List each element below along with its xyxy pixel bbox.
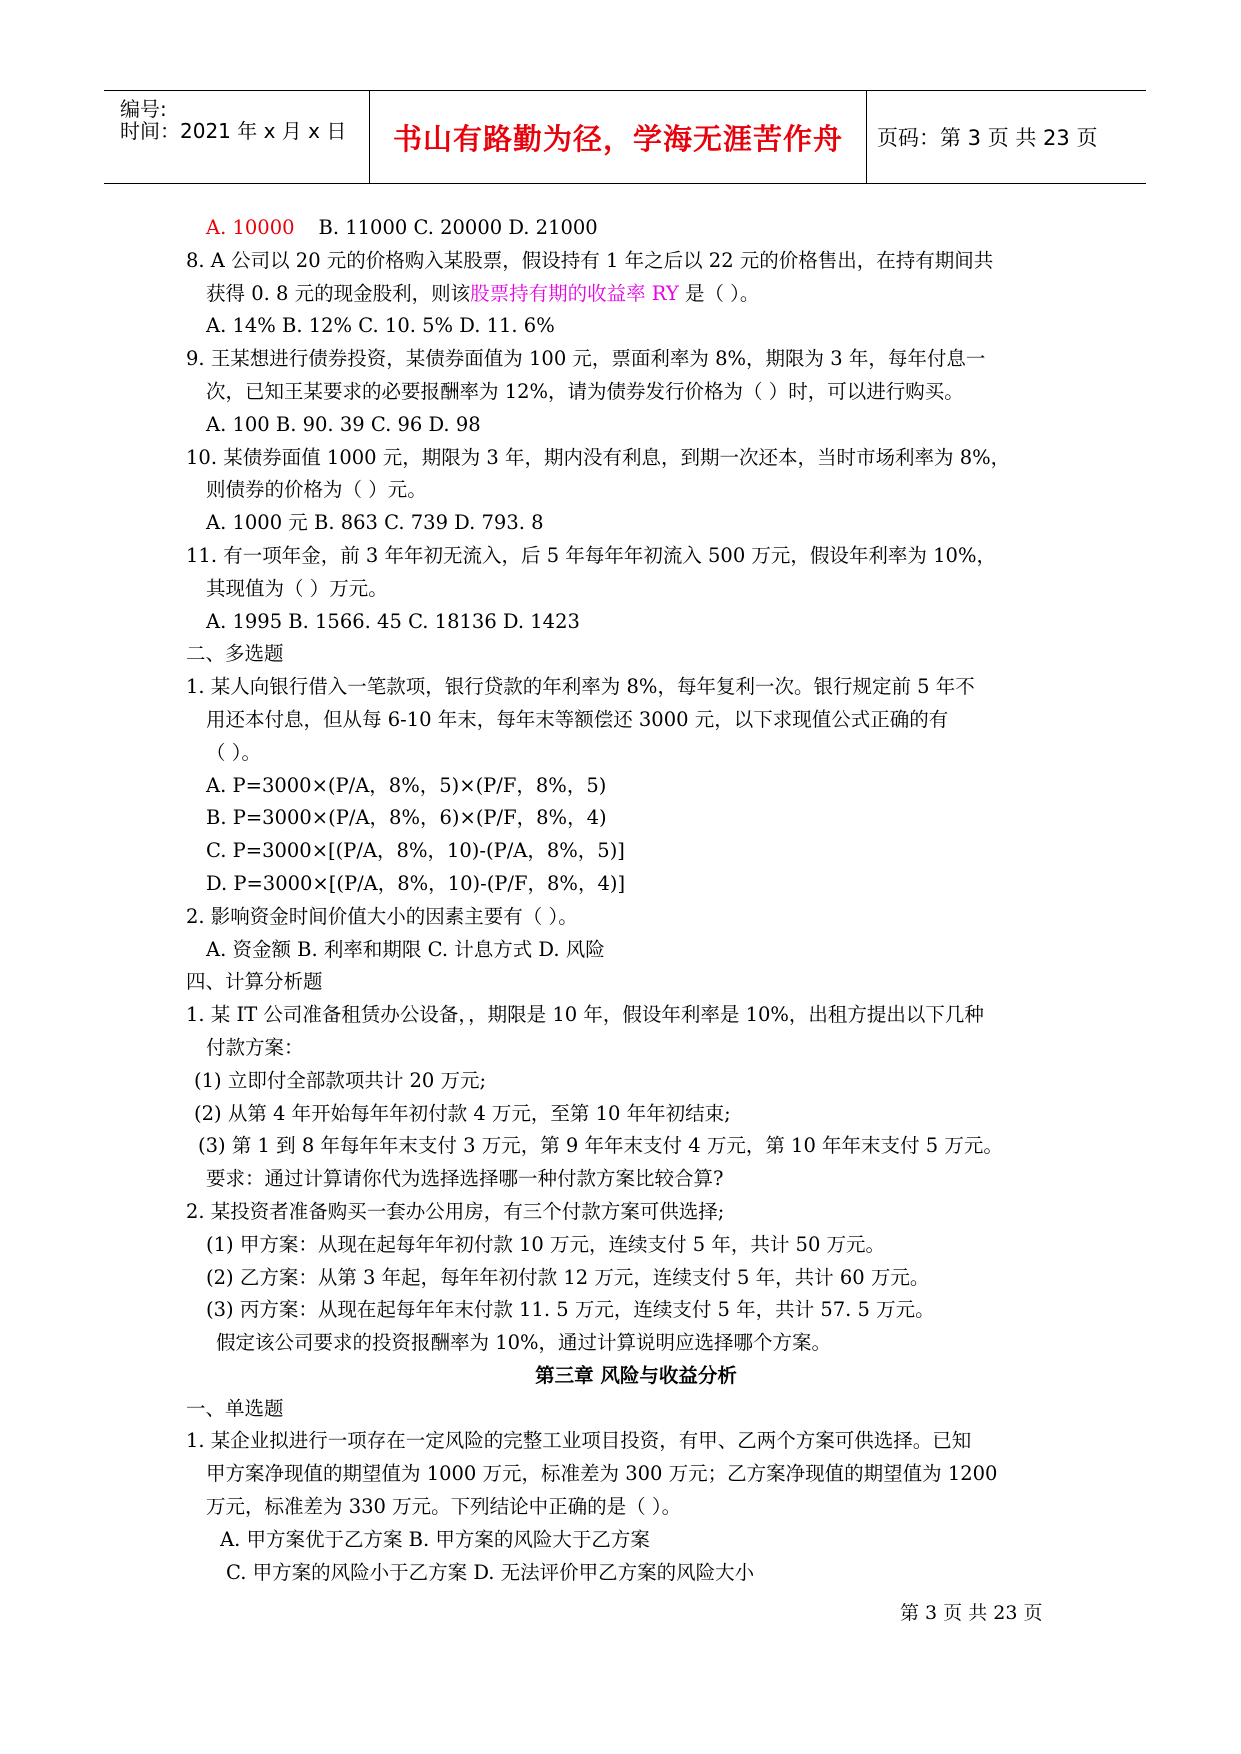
q11-line-2: 其现值为（ ）万元。 bbox=[206, 576, 388, 600]
q10-options: A. 1000 元 B. 863 C. 739 D. 793. 8 bbox=[206, 511, 544, 535]
s1-options-cd: C. 甲方案的风险小于乙方案 D. 无法评价甲乙方案的风险大小 bbox=[226, 1560, 755, 1584]
m1-line-1: 1. 某人向银行借入一笔款项，银行贷款的年利率为 8%，每年复利一次。银行规定前 5 年不 bbox=[186, 675, 975, 699]
q8-highlight: 股票持有期的收益率 RY bbox=[470, 281, 679, 305]
header-middle-cell bbox=[370, 91, 867, 183]
q8-line-2 bbox=[186, 278, 1086, 311]
header-right-cell bbox=[867, 91, 1146, 183]
section-single-choice: 一、单选题 bbox=[186, 1396, 284, 1420]
page-footer: 第 3 页 共 23 页 bbox=[900, 1602, 1043, 1624]
c1-plan-3: (3) 第 1 到 8 年每年年末支付 3 万元，第 9 年年末支付 4 万元，第 10 年年末支付 5 万元。 bbox=[198, 1134, 1003, 1158]
q7-option-a: A. 10000 bbox=[206, 216, 295, 239]
q9-line-1: 9. 王某想进行债券投资，某债券面值为 100 元，票面利率为 8%，期限为 3 年，每年付息一 bbox=[186, 347, 986, 371]
m1-line-3: （ ）。 bbox=[206, 740, 261, 764]
section-calculation: 四、计算分析题 bbox=[186, 970, 323, 994]
document-body bbox=[186, 212, 1086, 1589]
s1-line-2: 甲方案净现值的期望值为 1000 万元，标准差为 300 万元；乙方案净现值的期望值为 1200 bbox=[206, 1462, 998, 1486]
q8-line-2-text: 获得 0. 8 元的现金股利，则该 bbox=[206, 281, 471, 305]
q7-options-rest: B. 11000 C. 20000 D. 21000 bbox=[318, 216, 598, 239]
m2-line-1: 2. 影响资金时间价值大小的因素主要有（ ）。 bbox=[186, 904, 578, 928]
q8-line-1: 8. A 公司以 20 元的价格购入某股票，假设持有 1 年之后以 22 元的价格售出，在持有期间共 bbox=[186, 248, 994, 272]
time-label: 时间：2021 年 x 月 x 日 bbox=[120, 119, 347, 143]
c2-plan-1: (1) 甲方案：从现在起每年年初付款 10 万元，连续支付 5 年，共计 50 万元。 bbox=[206, 1232, 886, 1256]
c2-line-1: 2. 某投资者准备购买一套办公用房，有三个付款方案可供选择; bbox=[186, 1199, 725, 1223]
q9-line-2: 次，已知王某要求的必要报酬率为 12%，请为债券发行价格为（ ）时，可以进行购买。 bbox=[206, 379, 964, 403]
c2-requirement: 假定该公司要求的投资报酬率为 10%，通过计算说明应选择哪个方案。 bbox=[216, 1331, 832, 1355]
header-motto: 书山有路勤为径，学海无涯苦作舟 bbox=[392, 121, 843, 156]
header-page-code: 页码：第 3 页 共 23 页 bbox=[877, 126, 1098, 150]
m1-option-b: B. P=3000×(P/A，8%，6)×(P/F，8%，4) bbox=[206, 806, 607, 830]
m1-option-c: C. P=3000×[(P/A，8%，10)-(P/A，8%，5)] bbox=[206, 839, 625, 863]
q11-line-1: 11. 有一项年金，前 3 年年初无流入，后 5 年每年年初流入 500 万元，假设年利率为 10%， bbox=[186, 543, 996, 567]
q10-line-1: 10. 某债券面值 1000 元，期限为 3 年，期内没有利息，到期一次还本，当时市场利率为 8%， bbox=[186, 445, 1011, 469]
c1-plan-2: (2) 从第 4 年开始每年年初付款 4 万元，至第 10 年年初结束; bbox=[194, 1101, 731, 1125]
chapter-title: 第三章 风险与收益分析 bbox=[535, 1363, 737, 1387]
c1-line-2: 付款方案： bbox=[206, 1035, 304, 1059]
q8-options: A. 14% B. 12% C. 10. 5% D. 11. 6% bbox=[206, 314, 555, 338]
c2-plan-2: (2) 乙方案：从第 3 年起，每年年初付款 12 万元，连续支付 5 年，共计 60 万元。 bbox=[206, 1265, 930, 1289]
c1-requirement: 要求：通过计算请你代为选择选择哪一种付款方案比较合算? bbox=[206, 1167, 724, 1191]
m2-options: A. 资金额 B. 利率和期限 C. 计息方式 D. 风险 bbox=[206, 937, 605, 961]
s1-line-3: 万元，标准差为 330 万元。下列结论中正确的是（ ）。 bbox=[206, 1495, 682, 1519]
c2-plan-3: (3) 丙方案：从现在起每年年末付款 11. 5 万元，连续支付 5 年，共计 57. 5 万元。 bbox=[206, 1298, 935, 1322]
q8-line-2-tail: 是（ ）。 bbox=[678, 281, 760, 305]
q11-options: A. 1995 B. 1566. 45 C. 18136 D. 1423 bbox=[206, 609, 580, 633]
section-multi-choice: 二、多选题 bbox=[186, 642, 284, 666]
m1-option-d: D. P=3000×[(P/A，8%，10)-(P/F，8%，4)] bbox=[206, 871, 626, 895]
m1-line-2: 用还本付息，但从每 6-10 年末，每年末等额偿还 3000 元，以下求现值公式正确的有 bbox=[206, 707, 949, 731]
c1-plan-1: (1) 立即付全部款项共计 20 万元; bbox=[194, 1068, 487, 1092]
q7-options bbox=[186, 212, 1086, 245]
c1-line-1: 1. 某 IT 公司准备租赁办公设备，，期限是 10 年，假设年利率是 10%，出租方提出以下几种 bbox=[186, 1003, 984, 1027]
q9-options: A. 100 B. 90. 39 C. 96 D. 98 bbox=[206, 412, 481, 436]
s1-line-1: 1. 某企业拟进行一项存在一定风险的完整工业项目投资，有甲、乙两个方案可供选择。已知 bbox=[186, 1429, 972, 1453]
s1-options-ab: A. 甲方案优于乙方案 B. 甲方案的风险大于乙方案 bbox=[220, 1527, 650, 1551]
header-left-cell bbox=[104, 91, 370, 183]
q10-line-2: 则债券的价格为（ ）元。 bbox=[206, 478, 427, 502]
number-label: 编号: bbox=[120, 97, 167, 121]
m1-option-a: A. P=3000×(P/A，8%，5)×(P/F，8%，5) bbox=[206, 773, 607, 797]
page-header bbox=[104, 90, 1146, 184]
